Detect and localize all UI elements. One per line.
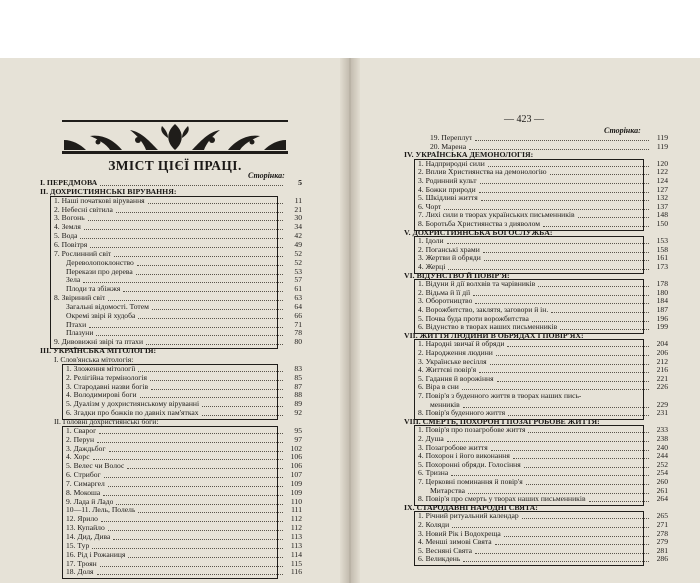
toc-entry-label: Плазуни (66, 329, 94, 338)
toc-page-number: 281 (656, 545, 668, 555)
toc-page-number: 184 (656, 296, 668, 306)
toc-page-number: 264 (656, 494, 668, 504)
toc-entry-label: 14. Дид, Дива (66, 533, 111, 541)
toc-page-number: 52 (294, 248, 302, 258)
toc-entry-label: 19. Переплут (430, 134, 473, 142)
toc-page-number: 226 (656, 382, 668, 392)
toc-entry-label: 7. Рослинний світ (54, 249, 112, 258)
toc-page-number: 53 (294, 266, 302, 276)
toc-page-number: 148 (656, 210, 668, 220)
toc-page-number: 88 (294, 390, 302, 400)
toc-page-number: 132 (656, 193, 668, 203)
toc-page-number: 106 (290, 452, 302, 462)
toc-entry-label: І. ПЕРЕДМОВА (40, 179, 98, 187)
toc-entry-label: 4. Хорс (66, 453, 90, 462)
toc-page-number: 106 (290, 461, 302, 471)
toc-page-number: 261 (656, 485, 668, 495)
toc-page-number: 110 (290, 496, 302, 506)
toc-entry-label: 20. Марена (430, 142, 467, 151)
toc-entry-label: 2. Перун (66, 435, 95, 444)
toc-entry-label: Перекази про дерева (66, 267, 133, 276)
toc-page-number: 80 (294, 337, 302, 347)
toc-page-number: 34 (294, 222, 302, 232)
toc-entry-label: 6. Тризна (418, 469, 449, 478)
toc-entry-label: 5. Почва буда проти ворожбитства (418, 314, 529, 323)
toc-page-number: 231 (656, 408, 668, 418)
toc-entry-label: 5. Вода (54, 232, 78, 241)
toc-page-number: 196 (656, 313, 668, 323)
toc-entry-label: 8. Повір'я буденного життя (418, 409, 506, 418)
toc-entry-label: 4. Ворожбитство, заклятя, заговори й ін. (418, 306, 549, 314)
toc-page-number: 278 (656, 528, 668, 538)
toc-page-number: 49 (294, 239, 302, 249)
toc-entry-label: 8. Мокоша (66, 488, 101, 497)
toc-page-number: 199 (656, 322, 668, 332)
toc-page-number: 212 (656, 356, 668, 366)
toc-page-number: 109 (290, 478, 302, 488)
toc-entry-label: 1. Зложення мітології (66, 364, 136, 373)
toc-entry-label: 6. Відунство в творах наших письменників (418, 323, 558, 332)
toc-entry-label: 2. Коляди (418, 521, 450, 529)
toc-page-number: 137 (656, 201, 668, 211)
toc-entry-label: 4. Похорон і його виконання (418, 452, 510, 461)
toc-page-number: 112 (290, 523, 302, 533)
toc-entry-label: 2. Душа (418, 435, 444, 443)
toc-page-number: 63 (294, 293, 302, 303)
toc-page-number: 206 (656, 348, 668, 357)
toc-entry-label: 12. Ярило (66, 515, 98, 524)
dot-leader (100, 185, 283, 186)
toc-entry-label: 3. Даждьбог (66, 444, 106, 453)
toc-entry-label: Дереволопоклонство (66, 258, 134, 267)
floral-ornament-icon (62, 120, 288, 154)
contents-title: ЗМІСТ ЦІЄЇ ПРАЦІ. (108, 158, 242, 173)
toc-entry-label: 6. Повітря (54, 240, 88, 249)
section-box (414, 279, 644, 334)
toc-entry-label: 2. Небесні світила (54, 205, 113, 214)
toc-entry-label: 6. Чорт (418, 202, 442, 211)
toc-entry-label: 1. Відуни й дії волхвів та чарівників (418, 280, 536, 289)
toc-page-number: 66 (294, 310, 302, 320)
toc-page-number: 240 (656, 442, 668, 452)
toc-entry-label: 8. Боротьба Християнства з дияволом (418, 220, 541, 228)
toc-page-number: 64 (294, 301, 302, 311)
toc-entry-label: 8. Звіриний світ (54, 294, 106, 303)
toc-page-number: 124 (656, 176, 668, 185)
toc-entry-label: VI. ВІДУНСТВО Й ПОВІР'Я: (404, 271, 510, 280)
toc-page-number: 42 (294, 231, 302, 241)
toc-entry-label: 6. Великдень (418, 555, 461, 564)
toc-page-number: 5 (298, 178, 302, 187)
toc-entry-label: 3. Українське весілля (418, 357, 487, 366)
toc-entry (430, 134, 668, 143)
toc-entry-label: 2. Поганські храми (418, 245, 480, 254)
book-spread (0, 58, 700, 583)
toc-entry-label: IX. СТАРОДАВНІ НАРОДНІ СВЯТА: (404, 503, 538, 512)
toc-page-number: 229 (656, 399, 668, 409)
toc-page-number: 102 (290, 443, 302, 453)
toc-page-number: 161 (656, 253, 668, 263)
section-box (62, 426, 278, 579)
toc-page-number: 30 (294, 213, 302, 223)
toc-entry-label: 3. Позагробове життя (418, 443, 488, 452)
toc-entry-label: 5. Похоронні обряди. Голосіння (418, 460, 521, 469)
toc-page-number: 180 (656, 287, 668, 297)
toc-page-number: 85 (294, 372, 302, 382)
toc-page-number: 150 (656, 219, 668, 228)
toc-entry-label: 6. Згадки про божків по давніх пам'ятках (66, 409, 199, 418)
toc-entry-label: 1. Наші початкові вірування (54, 196, 145, 205)
toc-entry-label: 3. Родинний культ (418, 177, 477, 185)
toc-entry-label: 6. Стрибог (66, 471, 101, 480)
toc-entry (430, 143, 668, 152)
toc-page-number: 83 (294, 363, 302, 373)
toc-page-number: 238 (656, 434, 668, 443)
section-box (50, 196, 278, 349)
toc-page-number: 11 (294, 195, 302, 205)
section-box (414, 511, 644, 566)
toc-page-number: 204 (656, 339, 668, 349)
toc-entry-label: 10—11. Лель, Полель (66, 506, 136, 515)
toc-entry-label: 1. Народні звичаї й обряди (418, 340, 505, 349)
toc-entry-label: 1. Сварог (66, 426, 97, 435)
toc-entry-label: Плоди та збіжжя (66, 285, 121, 294)
toc-entry-label: 2. Релігійна термінологія (66, 373, 147, 382)
toc-entry-label: 3. Стародавні назви богів (66, 382, 149, 391)
section-box (414, 339, 644, 419)
toc-entry-label: 3. Вогонь (54, 214, 85, 223)
page-number: — 423 — (504, 114, 544, 125)
toc-page-number: 61 (294, 284, 302, 294)
toc-entry-label: 3. Жертви й обряди (418, 254, 481, 263)
toc-section (40, 179, 302, 188)
toc-page-number: 286 (656, 554, 668, 564)
toc-page-number: 233 (656, 425, 668, 435)
toc-page-number: 107 (290, 470, 302, 480)
pages-column-header: Сторінка: (604, 126, 641, 135)
toc-page-number: 113 (290, 540, 302, 550)
toc-page-number: 115 (290, 558, 302, 568)
toc-page-number: 120 (656, 158, 668, 168)
toc-entry-label: VIII. СМЕРТЬ, ПОХОРОН І ПОЗАГРОБОВЕ ЖИТТЯ: (404, 417, 600, 426)
toc-page-number: 95 (294, 425, 302, 435)
toc-entry-label: ІІ. Головні дохристиянські боги: (54, 417, 159, 426)
toc-entry-label: 16. Рід і Рожаниця (66, 550, 126, 559)
toc-entry-label: 5. Дуалізм у дохристиянському віруванні (66, 400, 200, 409)
toc-page-number: 122 (656, 167, 668, 177)
pages-column-header: Сторінка: (248, 171, 285, 180)
toc-page-number: 216 (656, 365, 668, 375)
toc-entry-label: Зела (66, 276, 81, 285)
toc-entry-label: 15. Тур (66, 541, 90, 550)
toc-page-number: 57 (294, 275, 302, 285)
toc-page-number: 119 (656, 141, 668, 151)
toc-entry-label: менників (430, 400, 460, 409)
toc-entry-label: 1. Надприродні сили (418, 159, 485, 168)
toc-entry-label: 17. Троян (66, 559, 97, 568)
toc-page-number: 113 (290, 532, 302, 541)
toc-entry-label: Митарства (430, 486, 465, 495)
toc-page-number: 153 (656, 236, 668, 246)
toc-entry-label: 13. Купайло (66, 524, 105, 533)
toc-page-number: 78 (294, 328, 302, 338)
toc-entry-label: 7. Церковні поминання й повір'я (418, 478, 523, 486)
toc-page-number: 187 (656, 305, 668, 314)
toc-entry-label: 5. Шкідливі життя (418, 194, 478, 203)
toc-entry-label: 7. Симаргел (66, 479, 105, 488)
toc-page-number: 260 (656, 477, 668, 486)
toc-page-number: 114 (290, 549, 302, 559)
left-page (0, 58, 346, 583)
toc-entry-label: Птахи (66, 320, 87, 329)
section-box (414, 159, 644, 231)
toc-entry-label: 4. Життєві повір'я (418, 366, 477, 375)
toc-page-number: 265 (656, 511, 668, 521)
toc-entry-label: 2. Вплив Християнства на демонологію (418, 168, 547, 177)
toc-entry-label: VII. ЖИТТЯ ЛЮДИНИ В ОБРЯДАХ І ПОВІР'ЯХ: (404, 331, 584, 340)
toc-entry-label: 4. Жерці (418, 263, 446, 271)
dot-leader (475, 140, 649, 141)
toc-page-number: 173 (656, 262, 668, 271)
toc-page-number: 92 (294, 408, 302, 418)
toc-entry-label: Загальні відомості. Тотем (66, 302, 149, 311)
toc-page-number: 116 (290, 567, 302, 577)
section-box (414, 425, 644, 505)
toc-page-number: 111 (291, 505, 302, 515)
toc-entry-label: 5. Велес чи Волос (66, 462, 125, 471)
toc-entry-label: І. Слов'янська мітологія: (54, 356, 134, 364)
right-page (354, 58, 700, 583)
dot-leader (469, 149, 649, 150)
left-toc-list (40, 179, 302, 577)
toc-page-number: 178 (656, 279, 668, 289)
toc-page-number: 112 (290, 514, 302, 524)
toc-page-number: 109 (290, 487, 302, 497)
toc-entry-label: 4. Божки природи (418, 185, 476, 194)
toc-page-number: 127 (656, 184, 668, 194)
toc-page-number: 252 (656, 459, 668, 469)
toc-entry-label: 4. Менші зимові Свята (418, 538, 492, 547)
toc-entry-label: 4. Земля (54, 223, 81, 232)
toc-page-number: 279 (656, 537, 668, 547)
section-box (62, 364, 278, 420)
toc-entry-label: 5. Весняні Свята (418, 546, 473, 555)
toc-page-number: 254 (656, 468, 668, 478)
toc-entry-label: V. ДОХРИСТИЯНСЬКА БОГОСЛУЖБА: (404, 228, 553, 237)
toc-page-number: 89 (294, 399, 302, 409)
toc-page-number: 271 (656, 520, 668, 529)
toc-entry-label: ІІІ. УКРАЇНСЬКА МІТОЛОГІЯ: (40, 347, 157, 356)
toc-page-number: 97 (294, 434, 302, 444)
toc-entry-label: 3. Оборотництво (418, 297, 473, 306)
toc-entry-label: 7. Лихі сили в творах українських письменників (418, 211, 575, 220)
toc-entry-label: 3. Новий Рік і Водохреща (418, 529, 501, 538)
toc-entry-label: 4. Володимирові боги (66, 391, 137, 400)
right-toc-list (404, 134, 668, 564)
toc-entry-label: 1. Ідоли (418, 237, 444, 246)
toc-entry-label: 2. Народження людини (418, 349, 493, 357)
toc-entry-label: Окремі звірі й худоба (66, 311, 136, 320)
toc-entry-label: ІІ. ДОХРИСТИЯНСЬКІ ВІРУВАННЯ: (40, 187, 177, 196)
toc-entry-label: 1. Річний ритуальний календар (418, 512, 519, 521)
toc-entry-label: 1. Повір'я про позагробове життя (418, 426, 526, 435)
book-gutter (340, 58, 360, 583)
toc-page-number: 158 (656, 244, 668, 254)
toc-entry-label: 5. Гадання й ворожіння (418, 374, 494, 383)
toc-entry-label: 8. Повір'я про смерть у творах наших письменників (418, 495, 586, 504)
toc-page-number: 244 (656, 451, 668, 461)
toc-page-number: 52 (294, 257, 302, 267)
toc-entry-label: 9. Лада й Ладо (66, 497, 114, 506)
toc-page-number: 221 (656, 373, 668, 383)
section-box (414, 236, 644, 273)
toc-page-number: 87 (294, 381, 302, 391)
toc-entry-label: 18. Доля (66, 568, 94, 577)
toc-entry-label: 7. Повір'я з буденного життя в творах наших пись- (418, 392, 582, 400)
toc-entry-label: 6. Віра в сни (418, 383, 459, 392)
toc-page-number: 21 (294, 204, 302, 214)
toc-page-number: 71 (294, 319, 302, 329)
toc-entry-label: IV. УКРАЇНСЬКА ДЕМОНОЛОГІЯ: (404, 151, 534, 160)
toc-page-number: 119 (656, 133, 668, 142)
toc-entry-label: 9. Дивовижні звірі та птахи (54, 338, 144, 347)
toc-entry-label: 2. Відьма й її дії (418, 288, 471, 297)
